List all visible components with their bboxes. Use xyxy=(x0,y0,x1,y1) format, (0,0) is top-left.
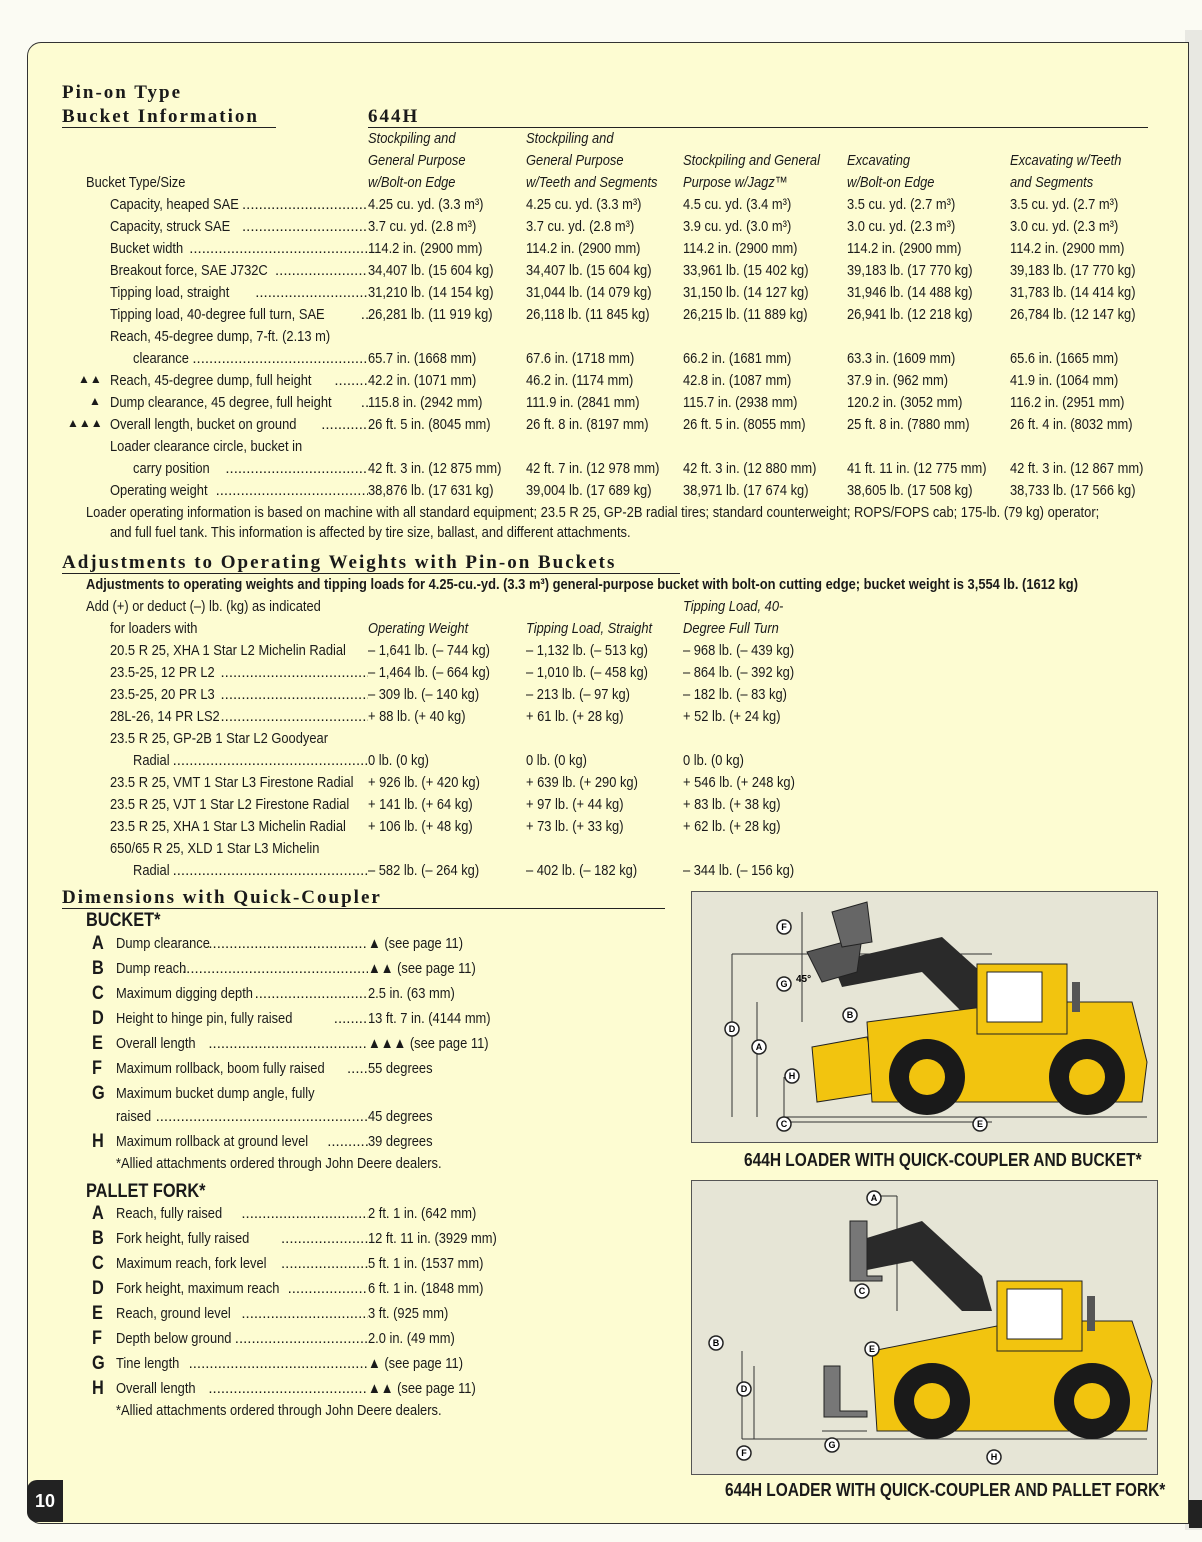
row-value: 38,971 lb. (17 674 kg) xyxy=(683,482,809,499)
row-label: Capacity, heaped SAE xyxy=(110,196,239,213)
callout-label-g: G xyxy=(828,1440,836,1450)
column-header-3-line-2: Purpose w/Jagz™ xyxy=(683,174,788,191)
adjustments-underline xyxy=(62,573,680,574)
row-value: 25 ft. 8 in. (7880 mm) xyxy=(847,416,970,433)
row-label: Reach, 45-degree dump, 7-ft. (2.13 m) xyxy=(110,328,331,345)
tire-label: 23.5 R 25, VJT 1 Star L2 Firestone Radial xyxy=(110,796,350,813)
row-value: 26 ft. 8 in. (8197 mm) xyxy=(526,416,649,433)
dot-leader xyxy=(192,350,368,367)
row-value: 38,605 lb. (17 508 kg) xyxy=(847,482,973,499)
row-value: 3.0 cu. yd. (2.3 m³) xyxy=(847,218,956,235)
adjustment-value: 0 lb. (0 kg) xyxy=(683,752,744,769)
row-value: 115.7 in. (2938 mm) xyxy=(683,394,798,411)
dimension-value: 13 ft. 7 in. (4144 mm) xyxy=(368,1010,491,1027)
row-value: 65.7 in. (1668 mm) xyxy=(368,350,477,367)
dimension-label: Maximum digging depth xyxy=(116,985,253,1002)
dimension-label: Depth below ground xyxy=(116,1330,232,1347)
column-header-2-line-3: w/Teeth and Segments xyxy=(526,174,658,191)
row-value: 31,946 lb. (14 488 kg) xyxy=(847,284,973,301)
row-label-continued: clearance xyxy=(133,350,189,367)
callout-label-h: H xyxy=(788,1071,796,1081)
angle-label: 45° xyxy=(796,974,812,985)
row-value: 26 ft. 4 in. (8032 mm) xyxy=(1010,416,1133,433)
adjustment-value: – 309 lb. (– 140 kg) xyxy=(368,686,480,703)
dimension-value: 2 ft. 1 in. (642 mm) xyxy=(368,1205,477,1222)
dimension-value: 3 ft. (925 mm) xyxy=(368,1305,449,1322)
bucket-loader-figure xyxy=(691,891,1158,1143)
row-value: 4.5 cu. yd. (3.4 m³) xyxy=(683,196,792,213)
triangle-mark: ▲ xyxy=(89,394,101,408)
row-value: 33,961 lb. (15 402 kg) xyxy=(683,262,809,279)
dot-leader xyxy=(221,708,369,725)
tire-label: 23.5 R 25, VMT 1 Star L3 Firestone Radial xyxy=(110,774,354,791)
pallet-fork-loader-figure xyxy=(691,1180,1158,1475)
row-label: Bucket width xyxy=(110,240,184,257)
model-underline xyxy=(368,127,1148,128)
callout-label-b: B xyxy=(712,1338,720,1348)
callout-label-e: E xyxy=(868,1344,876,1354)
row-value: 114.2 in. (2900 mm) xyxy=(847,240,962,257)
callout-label-c: C xyxy=(780,1119,788,1129)
adjustment-value: – 182 lb. (– 83 kg) xyxy=(683,686,787,703)
row-value: 26 ft. 5 in. (8045 mm) xyxy=(368,416,491,433)
column-header-4-line-2: w/Bolt-on Edge xyxy=(847,174,935,191)
column-header-1-line-2: General Purpose xyxy=(368,152,466,169)
adjustment-value: + 639 lb. (+ 290 kg) xyxy=(526,774,638,791)
column-tipping-straight: Tipping Load, Straight xyxy=(526,620,653,637)
bucket-loader-illustration xyxy=(692,892,1157,1142)
dimension-label: Tine length xyxy=(116,1355,180,1372)
adjustment-value: – 582 lb. (– 264 kg) xyxy=(368,862,480,879)
dot-leader xyxy=(241,1305,368,1322)
row-value: 42 ft. 3 in. (12 867 mm) xyxy=(1010,460,1144,477)
dimension-label-continued: raised xyxy=(116,1108,152,1125)
adjustment-value: + 88 lb. (+ 40 kg) xyxy=(368,708,466,725)
dimension-letter: D xyxy=(92,1278,104,1299)
dimension-value: 55 degrees xyxy=(368,1060,433,1077)
row-value: 26,281 lb. (11 919 kg) xyxy=(368,306,493,323)
row-value: 3.5 cu. yd. (2.7 m³) xyxy=(847,196,956,213)
row-label: Dump clearance, 45 degree, full height xyxy=(110,394,332,411)
dimension-letter: D xyxy=(92,1008,104,1029)
dot-leader xyxy=(189,240,368,257)
dot-leader xyxy=(242,218,368,235)
fork-figure-caption: 644H LOADER WITH QUICK-COUPLER AND PALLET FORK* xyxy=(725,1480,1166,1500)
row-value: 116.2 in. (2951 mm) xyxy=(1010,394,1125,411)
dot-leader xyxy=(275,262,368,279)
adjustments-label-1: Add (+) or deduct (–) lb. (kg) as indicated xyxy=(86,598,321,615)
row-value: 3.5 cu. yd. (2.7 m³) xyxy=(1010,196,1119,213)
note-line-2: and full fuel tank. This information is affected by tire size, ballast, and different attachments. xyxy=(110,524,631,541)
row-value: 42.2 in. (1071 mm) xyxy=(368,372,477,389)
heading-underline xyxy=(62,127,276,128)
dimension-label: Maximum rollback at ground level xyxy=(116,1133,309,1150)
callout-label-d: D xyxy=(740,1384,748,1394)
dimension-letter: A xyxy=(92,933,104,954)
adjustments-intro: Adjustments to operating weights and tipping loads for 4.25-cu.-yd. (3.3 m³) general-purpose bucket with bolt-on cutting edge; bucket weight is 3,554 lb. (1612 kg) xyxy=(86,576,1078,593)
adjustment-value: + 61 lb. (+ 28 kg) xyxy=(526,708,624,725)
adjustment-value: + 83 lb. (+ 38 kg) xyxy=(683,796,781,813)
tire-label-continued: Radial xyxy=(133,862,170,879)
row-value: 114.2 in. (2900 mm) xyxy=(368,240,483,257)
row-label: Breakout force, SAE J732C xyxy=(110,262,268,279)
dot-leader xyxy=(281,1255,368,1272)
dimension-label: Dump reach xyxy=(116,960,187,977)
row-value: 26 ft. 5 in. (8055 mm) xyxy=(683,416,806,433)
dot-leader xyxy=(288,1280,368,1297)
dimension-letter: G xyxy=(92,1353,105,1374)
row-value: 114.2 in. (2900 mm) xyxy=(526,240,641,257)
callout-label-c: C xyxy=(858,1286,866,1296)
section-heading-dimensions: Dimensions with Quick-Coupler xyxy=(62,887,382,908)
dimension-value: 45 degrees xyxy=(368,1108,433,1125)
row-value: 31,210 lb. (14 154 kg) xyxy=(368,284,494,301)
row-value: 120.2 in. (3052 mm) xyxy=(847,394,963,411)
adjustment-value: – 1,464 lb. (– 664 kg) xyxy=(368,664,490,681)
dot-leader xyxy=(242,196,368,213)
dimension-label: Overall length xyxy=(116,1035,196,1052)
dimension-value: 2.5 in. (63 mm) xyxy=(368,985,455,1002)
dimension-letter: F xyxy=(92,1058,102,1079)
tire-label: 650/65 R 25, XLD 1 Star L3 Michelin xyxy=(110,840,320,857)
dimension-letter: H xyxy=(92,1378,104,1399)
row-value: 42 ft. 3 in. (12 880 mm) xyxy=(683,460,817,477)
row-value: 42.8 in. (1087 mm) xyxy=(683,372,792,389)
adjustment-value: + 62 lb. (+ 28 kg) xyxy=(683,818,781,835)
dimension-value: ▲▲▲ (see page 11) xyxy=(368,1035,489,1052)
column-header-5-line-1: Excavating w/Teeth xyxy=(1010,152,1122,169)
row-value: 3.0 cu. yd. (2.3 m³) xyxy=(1010,218,1119,235)
adjustment-value: + 926 lb. (+ 420 kg) xyxy=(368,774,480,791)
row-value: 38,876 lb. (17 631 kg) xyxy=(368,482,494,499)
bucket-note: *Allied attachments ordered through John Deere dealers. xyxy=(116,1155,442,1172)
row-label: Tipping load, 40-degree full turn, SAE xyxy=(110,306,325,323)
dimension-value: 12 ft. 11 in. (3929 mm) xyxy=(368,1230,497,1247)
dot-leader xyxy=(255,284,368,301)
tire-label: 23.5-25, 12 PR L2 xyxy=(110,664,215,681)
tire-label-continued: Radial xyxy=(133,752,170,769)
dimension-label: Height to hinge pin, fully raised xyxy=(116,1010,293,1027)
dot-leader xyxy=(241,1205,368,1222)
row-value: 41.9 in. (1064 mm) xyxy=(1010,372,1119,389)
row-value: 4.25 cu. yd. (3.3 m³) xyxy=(526,196,642,213)
row-value: 3.7 cu. yd. (2.8 m³) xyxy=(368,218,477,235)
column-header-3-line-1: Stockpiling and General xyxy=(683,152,820,169)
dimension-value: 39 degrees xyxy=(368,1133,433,1150)
row-value: 42 ft. 3 in. (12 875 mm) xyxy=(368,460,502,477)
row-value: 31,150 lb. (14 127 kg) xyxy=(683,284,809,301)
dot-leader xyxy=(361,306,368,323)
callout-label-e: E xyxy=(976,1119,984,1129)
pallet-fork-subheading: PALLET FORK* xyxy=(86,1181,206,1202)
dimension-label: Fork height, fully raised xyxy=(116,1230,250,1247)
adjustment-value: + 97 lb. (+ 44 kg) xyxy=(526,796,624,813)
dot-leader xyxy=(281,1230,368,1247)
dimension-label: Fork height, maximum reach xyxy=(116,1280,280,1297)
row-value: 114.2 in. (2900 mm) xyxy=(1010,240,1125,257)
adjustment-value: – 1,132 lb. (– 513 kg) xyxy=(526,642,648,659)
row-value: 26,215 lb. (11 889 kg) xyxy=(683,306,808,323)
row-value: 38,733 lb. (17 566 kg) xyxy=(1010,482,1136,499)
exhaust-stack xyxy=(1072,982,1080,1012)
row-label: Tipping load, straight xyxy=(110,284,230,301)
callout-label-a: A xyxy=(755,1042,763,1052)
dot-leader xyxy=(221,664,369,681)
triangle-mark: ▲▲ xyxy=(78,372,102,386)
callout-label-d: D xyxy=(728,1024,736,1034)
adjustment-value: + 546 lb. (+ 248 kg) xyxy=(683,774,795,791)
dot-leader xyxy=(347,1060,368,1077)
row-label: Reach, 45-degree dump, full height xyxy=(110,372,312,389)
dimension-letter: E xyxy=(92,1303,103,1324)
row-value: 67.6 in. (1718 mm) xyxy=(526,350,635,367)
bucket-type-label: Bucket Type/Size xyxy=(86,174,186,191)
adjustment-value: + 73 lb. (+ 33 kg) xyxy=(526,818,624,835)
dot-leader xyxy=(334,372,368,389)
row-label-continued: carry position xyxy=(133,460,210,477)
adjustment-value: + 52 lb. (+ 24 kg) xyxy=(683,708,781,725)
dimension-letter: A xyxy=(92,1203,104,1224)
row-value: 26,784 lb. (12 147 kg) xyxy=(1010,306,1136,323)
dot-leader xyxy=(255,985,368,1002)
dimension-letter: B xyxy=(92,958,104,979)
row-value: 26,941 lb. (12 218 kg) xyxy=(847,306,973,323)
dimension-value: 2.0 in. (49 mm) xyxy=(368,1330,455,1347)
row-value: 37.9 in. (962 mm) xyxy=(847,372,949,389)
adjustment-value: – 344 lb. (– 156 kg) xyxy=(683,862,795,879)
dot-leader xyxy=(208,935,368,952)
row-value: 65.6 in. (1665 mm) xyxy=(1010,350,1119,367)
column-tipping-turn-1: Tipping Load, 40- xyxy=(683,598,784,615)
column-header-4-line-1: Excavating xyxy=(847,152,911,169)
column-operating-weight: Operating Weight xyxy=(368,620,469,637)
adjustment-value: – 968 lb. (– 439 kg) xyxy=(683,642,795,659)
tire-label: 23.5 R 25, XHA 1 Star L3 Michelin Radial xyxy=(110,818,346,835)
dimension-letter: B xyxy=(92,1228,104,1249)
tire-label: 28L-26, 14 PR LS2 xyxy=(110,708,220,725)
bucket-figure-caption: 644H LOADER WITH QUICK-COUPLER AND BUCKET* xyxy=(744,1150,1142,1170)
adjustment-value: – 864 lb. (– 392 kg) xyxy=(683,664,795,681)
dimension-label: Maximum bucket dump angle, fully xyxy=(116,1085,315,1102)
callout-label-f: F xyxy=(781,922,787,932)
section-heading-adjustments: Adjustments to Operating Weights with Pin-on Buckets xyxy=(62,552,617,573)
dot-leader xyxy=(235,1330,368,1347)
row-value: 114.2 in. (2900 mm) xyxy=(683,240,798,257)
dimension-label: Reach, fully raised xyxy=(116,1205,223,1222)
row-value: 42 ft. 7 in. (12 978 mm) xyxy=(526,460,660,477)
row-value: 31,044 lb. (14 079 kg) xyxy=(526,284,652,301)
model-label: 644H xyxy=(368,106,420,127)
dot-leader xyxy=(173,862,368,879)
adjustment-value: + 106 lb. (+ 48 kg) xyxy=(368,818,473,835)
triangle-mark: ▲▲▲ xyxy=(67,416,103,430)
tire-label: 20.5 R 25, XHA 1 Star L2 Michelin Radial xyxy=(110,642,346,659)
row-value: 26,118 lb. (11 845 kg) xyxy=(526,306,650,323)
adjustment-value: – 1,010 lb. (– 458 kg) xyxy=(526,664,648,681)
dimension-letter: H xyxy=(92,1131,104,1152)
dot-leader xyxy=(321,416,368,433)
dot-leader xyxy=(156,1108,368,1125)
dot-leader xyxy=(173,752,368,769)
boom-arm xyxy=(857,1221,992,1311)
upper-bucket xyxy=(832,902,872,947)
row-value: 111.9 in. (2841 mm) xyxy=(526,394,640,411)
row-value: 66.2 in. (1681 mm) xyxy=(683,350,792,367)
column-header-2-line-2: General Purpose xyxy=(526,152,624,169)
row-value: 31,783 lb. (14 414 kg) xyxy=(1010,284,1136,301)
adjustment-value: 0 lb. (0 kg) xyxy=(526,752,587,769)
dot-leader xyxy=(208,1380,368,1397)
row-value: 63.3 in. (1609 mm) xyxy=(847,350,956,367)
dot-leader xyxy=(225,460,368,477)
row-label: Operating weight xyxy=(110,482,208,499)
tire-label: 23.5 R 25, GP-2B 1 Star L2 Goodyear xyxy=(110,730,328,747)
row-label: Loader clearance circle, bucket in xyxy=(110,438,303,455)
ground-fork xyxy=(824,1366,867,1417)
row-value: 39,183 lb. (17 770 kg) xyxy=(1010,262,1136,279)
dot-leader xyxy=(216,482,368,499)
dimension-label: Dump clearance xyxy=(116,935,210,952)
tire-label: 23.5-25, 20 PR L3 xyxy=(110,686,215,703)
adjustments-label-2: for loaders with xyxy=(110,620,198,637)
adjustment-value: + 141 lb. (+ 64 kg) xyxy=(368,796,473,813)
row-value: 39,183 lb. (17 770 kg) xyxy=(847,262,973,279)
callout-label-g: G xyxy=(780,979,788,989)
dot-leader xyxy=(182,960,368,977)
column-header-5-line-2: and Segments xyxy=(1010,174,1094,191)
row-value: 46.2 in. (1174 mm) xyxy=(526,372,634,389)
row-value: 115.8 in. (2942 mm) xyxy=(368,394,483,411)
dimension-label: Reach, ground level xyxy=(116,1305,231,1322)
exhaust-stack xyxy=(1087,1296,1095,1331)
callout-label-f: F xyxy=(741,1448,747,1458)
dot-leader xyxy=(208,1035,368,1052)
fork-note: *Allied attachments ordered through John Deere dealers. xyxy=(116,1402,442,1419)
dimension-value: 6 ft. 1 in. (1848 mm) xyxy=(368,1280,484,1297)
row-value: 3.9 cu. yd. (3.0 m³) xyxy=(683,218,792,235)
page-number: 10 xyxy=(27,1480,63,1522)
cab-window xyxy=(1007,1289,1062,1339)
note-line-1: Loader operating information is based on machine with all standard equipment; 23.5 R 25, GP-2B radial tires; standard counterweight; ROPS/FOPS cab; 175-lb. (79 kg) operator; xyxy=(86,504,1100,521)
column-tipping-turn-2: Degree Full Turn xyxy=(683,620,779,637)
row-value: 39,004 lb. (17 689 kg) xyxy=(526,482,652,499)
section-heading-bucket-info: Bucket Information xyxy=(62,106,259,127)
row-value: 41 ft. 11 in. (12 775 mm) xyxy=(847,460,987,477)
column-header-2-line-1: Stockpiling and xyxy=(526,130,614,147)
dot-leader xyxy=(327,1133,368,1150)
dimension-letter: E xyxy=(92,1033,103,1054)
adjustment-value: – 1,641 lb. (– 744 kg) xyxy=(368,642,490,659)
dot-leader xyxy=(189,1355,368,1372)
edge-tab xyxy=(1189,1500,1202,1528)
pallet-fork-loader-illustration xyxy=(692,1181,1157,1474)
dimensions-underline xyxy=(62,908,665,909)
dimension-label: Maximum reach, fork level xyxy=(116,1255,267,1272)
dimension-value: 5 ft. 1 in. (1537 mm) xyxy=(368,1255,484,1272)
dimension-letter: G xyxy=(92,1083,105,1104)
column-header-1-line-1: Stockpiling and xyxy=(368,130,456,147)
callout-label-h: H xyxy=(990,1452,998,1462)
callout-label-a: A xyxy=(870,1193,878,1203)
row-value: 3.7 cu. yd. (2.8 m³) xyxy=(526,218,635,235)
row-value: 34,407 lb. (15 604 kg) xyxy=(526,262,652,279)
section-heading-pin-on-type: Pin-on Type xyxy=(62,82,183,103)
row-value: 4.25 cu. yd. (3.3 m³) xyxy=(368,196,484,213)
adjustment-value: 0 lb. (0 kg) xyxy=(368,752,429,769)
dimension-letter: C xyxy=(92,983,104,1004)
adjustment-value: – 213 lb. (– 97 kg) xyxy=(526,686,630,703)
callout-label-b: B xyxy=(846,1010,854,1020)
bucket-subheading: BUCKET* xyxy=(86,910,161,931)
dimension-value: ▲ (see page 11) xyxy=(368,935,464,952)
dot-leader xyxy=(221,686,369,703)
cab-window xyxy=(987,972,1042,1022)
row-value: 34,407 lb. (15 604 kg) xyxy=(368,262,494,279)
dimension-value: ▲▲ (see page 11) xyxy=(368,1380,476,1397)
dimension-label: Maximum rollback, boom fully raised xyxy=(116,1060,325,1077)
column-header-1-line-3: w/Bolt-on Edge xyxy=(368,174,456,191)
dot-leader xyxy=(361,394,368,411)
dot-leader xyxy=(334,1010,368,1027)
dimension-letter: C xyxy=(92,1253,104,1274)
dimension-value: ▲ (see page 11) xyxy=(368,1355,464,1372)
dimension-value: ▲▲ (see page 11) xyxy=(368,960,476,977)
dimension-letter: F xyxy=(92,1328,102,1349)
row-label: Overall length, bucket on ground xyxy=(110,416,297,433)
dimension-label: Overall length xyxy=(116,1380,196,1397)
row-label: Capacity, struck SAE xyxy=(110,218,231,235)
adjustment-value: – 402 lb. (– 182 kg) xyxy=(526,862,638,879)
